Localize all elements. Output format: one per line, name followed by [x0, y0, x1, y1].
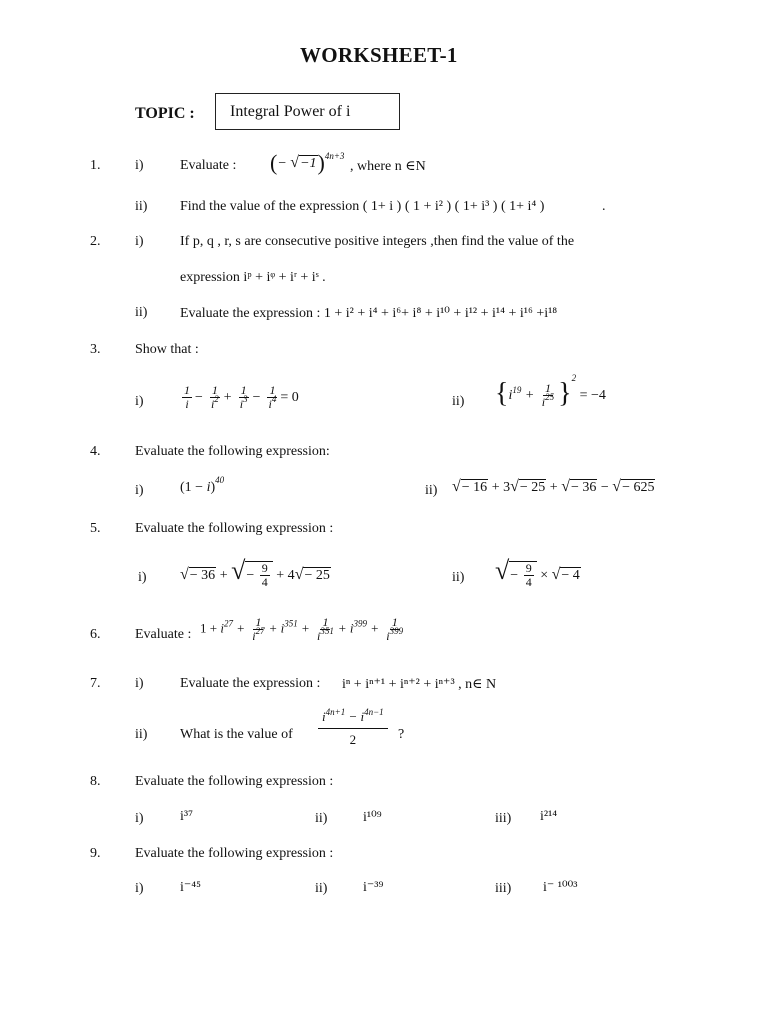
q9-iii-value: i⁻ ¹⁰⁰³: [543, 880, 578, 895]
q7-i-expression: iⁿ + iⁿ⁺¹ + iⁿ⁺² + iⁿ⁺³ , n∈ N: [342, 677, 497, 692]
q1-number: 1.: [90, 158, 101, 173]
q8-iii-value: i²¹⁴: [540, 809, 558, 824]
q3-ii-label: ii): [452, 394, 465, 409]
q3-text: Show that :: [135, 342, 199, 357]
q1-ii-label: ii): [135, 199, 148, 214]
q4-i-expression: $(1 - i)^{40}$: [180, 475, 225, 495]
q8-iii-label: iii): [495, 811, 512, 826]
q7-i-text: Evaluate the expression :: [180, 676, 321, 691]
q7-ii-fraction: $\frac{i^{4n+1} - i^{4n-1}}{2}$: [316, 710, 390, 748]
q4-number: 4.: [90, 444, 101, 459]
q4-i-label: i): [135, 483, 144, 498]
q7-number: 7.: [90, 676, 101, 691]
q8-number: 8.: [90, 774, 101, 789]
q2-i-text: If p, q , r, s are consecutive positive integers ,then find the value of the: [180, 234, 575, 249]
q3-i-expression: $\frac{1}{i}$ − $\frac{1}{i^2}$ + $\frac{1}{i^3}$ − $\frac{1}{i^4}$ = 0: [184, 383, 299, 412]
q1-ii-text: Find the value of the expression ( 1+ i ) ( 1 + i² ) ( 1+ i³ ) ( 1+ i⁴ ): [180, 199, 545, 214]
q1-i-label: i): [135, 158, 144, 173]
q9-i-value: i⁻⁴⁵: [180, 880, 202, 895]
q2-i-label: i): [135, 234, 144, 249]
q4-ii-expression: √− 16 + 3√− 25 + √− 36 − √− 625: [452, 478, 655, 495]
q5-i-label: i): [138, 570, 147, 585]
q9-i-label: i): [135, 881, 144, 896]
q1-i-expression: (− √−1)$^{4n+3}$: [270, 150, 345, 175]
q4-ii-label: ii): [425, 483, 438, 498]
q8-ii-value: i¹⁰⁹: [363, 810, 382, 825]
q1-i-tail: , where n ∈N: [350, 159, 426, 174]
q9-ii-value: i⁻³⁹: [363, 880, 384, 895]
q7-ii-tail: ?: [398, 727, 405, 742]
q1-i-text: Evaluate :: [180, 158, 237, 173]
q3-ii-expression: {$i^{19}$ + $\frac{1}{i^{25}}$ }$^2$ = −4: [495, 373, 606, 410]
topic-box: Integral Power of i: [215, 93, 400, 130]
worksheet-title: WORKSHEET-1: [300, 43, 458, 67]
q2-ii-text: Evaluate the expression : 1 + i² + i⁴ + i⁶+ i⁸ + i¹⁰ + i¹² + i¹⁴ + i¹⁶ +i¹⁸: [180, 306, 558, 321]
q5-text: Evaluate the following expression :: [135, 521, 334, 536]
q7-ii-text: What is the value of: [180, 727, 293, 742]
q8-i-label: i): [135, 811, 144, 826]
q9-ii-label: ii): [315, 881, 328, 896]
q8-text: Evaluate the following expression :: [135, 774, 334, 789]
q8-i-value: i³⁷: [180, 809, 193, 824]
topic-label: TOPIC :: [135, 105, 195, 122]
q6-expression: $1 + i^{27}$ + $\frac{1}{i^{27}}$ + $i^{351}$ + $\frac{1}{i^{351}}$ + $i^{399}$ + $\frac{1}{i^{399}}$: [200, 615, 404, 644]
q6-text: Evaluate :: [135, 627, 192, 642]
q2-ii-label: ii): [135, 305, 148, 320]
q7-i-label: i): [135, 676, 144, 691]
q5-number: 5.: [90, 521, 101, 536]
q8-ii-label: ii): [315, 811, 328, 826]
q3-i-label: i): [135, 394, 144, 409]
q2-number: 2.: [90, 234, 101, 249]
q5-ii-label: ii): [452, 570, 465, 585]
q9-number: 9.: [90, 846, 101, 861]
q5-i-expression: √− 36 + √− $\frac{9}{4}$ + 4√− 25: [180, 556, 330, 590]
q4-text: Evaluate the following expression:: [135, 444, 330, 459]
q1-ii-tail: .: [602, 199, 606, 214]
q9-text: Evaluate the following expression :: [135, 846, 334, 861]
q7-ii-label: ii): [135, 727, 148, 742]
q5-ii-expression: √− $\frac{9}{4}$ × √− 4: [495, 556, 580, 590]
q3-number: 3.: [90, 342, 101, 357]
q2-i-text2: expression iᵖ + iᵠ + iʳ + iˢ .: [180, 270, 326, 285]
q6-number: 6.: [90, 627, 101, 642]
q9-iii-label: iii): [495, 881, 512, 896]
